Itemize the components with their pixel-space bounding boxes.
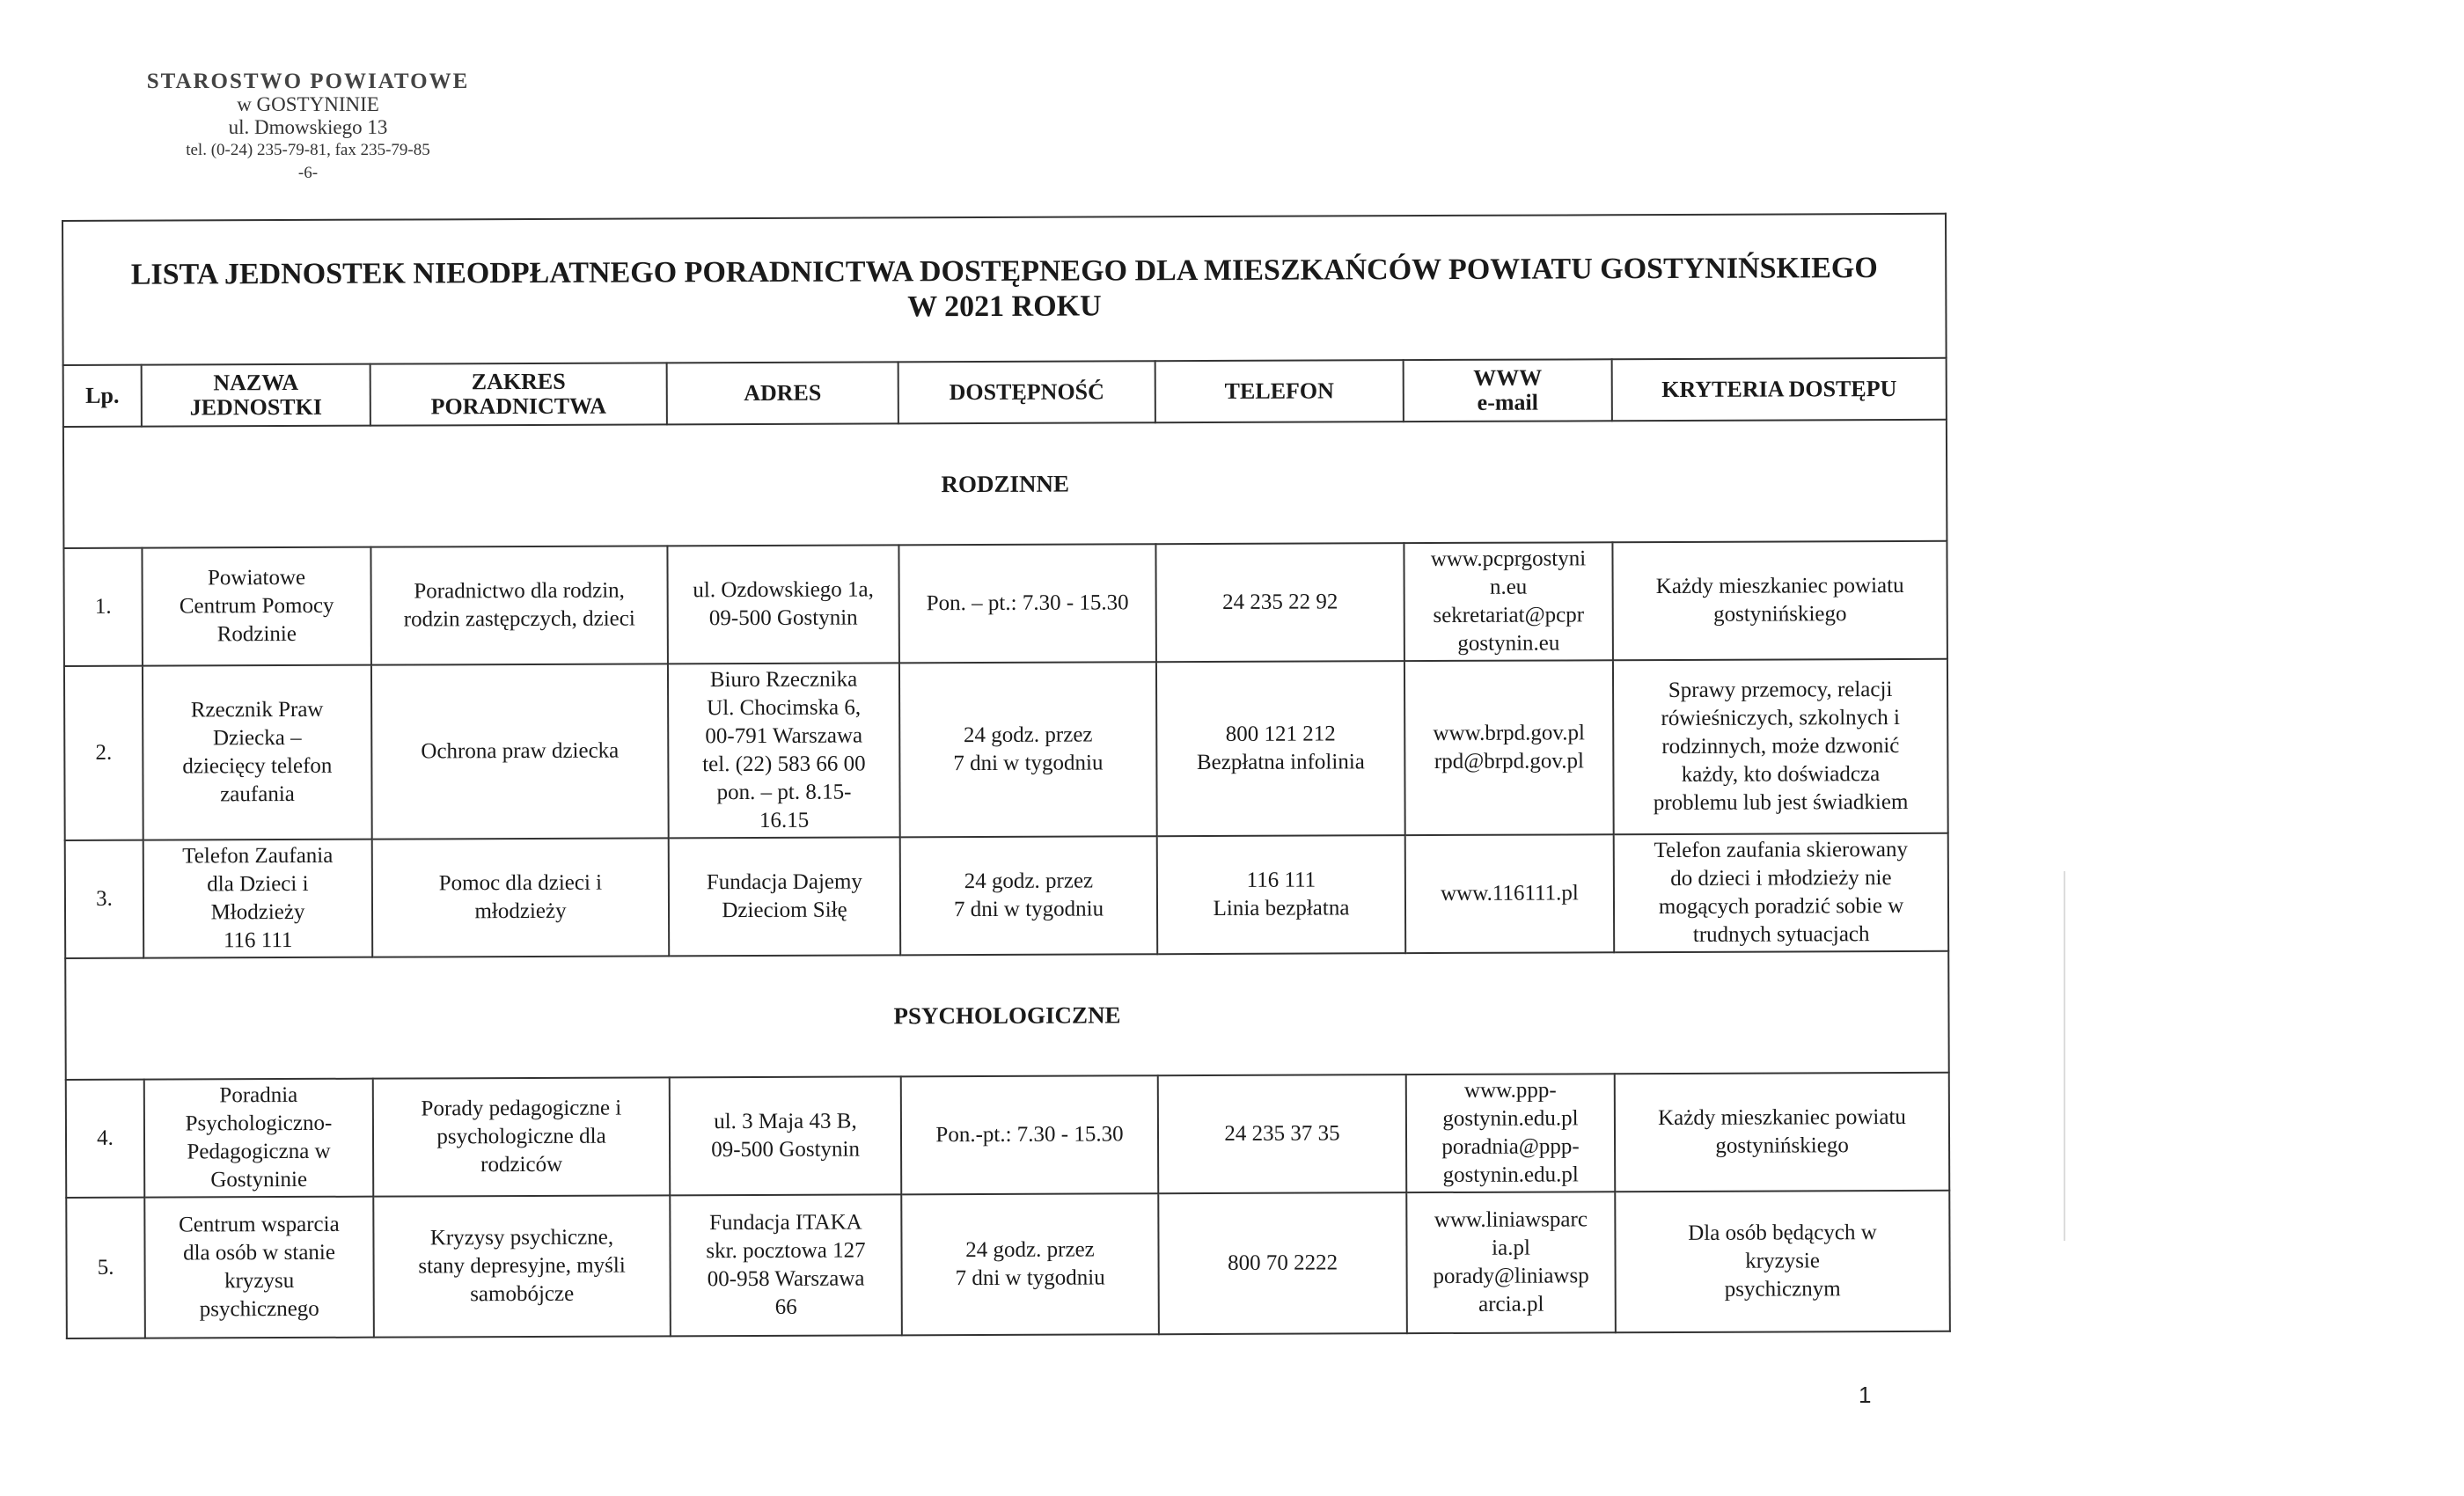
title-row: [62, 214, 1947, 365]
row-lp: 4.: [66, 1080, 145, 1198]
section-row-rodzinne: [63, 420, 1947, 548]
row-kryteria: Telefon zaufania skierowany do dzieci i młodzieży nie mogących poradzić sobie w trudnych sytuacjach: [1614, 833, 1949, 952]
section-title: RODZINNE: [63, 420, 1947, 548]
table-row: [66, 1191, 1950, 1338]
row-telefon: 116 111 Linia bezpłatna: [1157, 835, 1406, 954]
header-zakres: ZAKRES PORADNICTWA: [370, 363, 667, 425]
header-www: WWW e-mail: [1404, 359, 1612, 422]
row-kryteria: Każdy mieszkaniec powiatu gostynińskiego: [1612, 541, 1947, 660]
row-lp: 3.: [65, 840, 144, 958]
row-nazwa: Centrum wsparcia dla osób w stanie kryzysu psychicznego: [144, 1197, 374, 1338]
row-adres: Fundacja Dajemy Dzieciom Siłę: [669, 837, 901, 956]
document-title: [62, 214, 1947, 365]
row-dostepnosc: Pon.-pt.: 7.30 - 15.30: [901, 1075, 1159, 1194]
row-zakres: Ochrona praw dziecka: [371, 664, 669, 839]
row-nazwa: Powiatowe Centrum Pomocy Rodzinie: [142, 547, 371, 666]
stamp-street: ul. Dmowskiego 13: [228, 116, 388, 138]
row-nazwa: Rzecznik Praw Dziecka – dziecięcy telefon zaufania: [143, 665, 372, 840]
row-zakres: Poradnictwo dla rodzin, rodzin zastępczych, dzieci: [370, 546, 668, 664]
scan-artifact-line: [2064, 871, 2065, 1241]
row-dostepnosc: 24 godz. przez 7 dni w tygodniu: [900, 836, 1158, 955]
row-dostepnosc: 24 godz. przez 7 dni w tygodniu: [899, 662, 1157, 837]
stamp-page-ref: -6-: [297, 164, 319, 182]
office-stamp: [123, 70, 493, 185]
section-row-psychologiczne: [65, 951, 1949, 1080]
header-dostepnosc: DOSTĘPNOŚĆ: [898, 361, 1155, 423]
row-telefon: 800 121 212 Bezpłatna infolinia: [1156, 661, 1405, 836]
row-lp: 2.: [64, 666, 143, 840]
row-adres: ul. Ozdowskiego 1a, 09-500 Gostynin: [667, 545, 899, 664]
row-telefon: 24 235 37 35: [1158, 1074, 1407, 1193]
row-adres: Fundacja ITAKA skr. pocztowa 127 00-958 Warszawa 66: [670, 1194, 902, 1336]
row-zakres: Kryzysy psychiczne, stany depresyjne, myśli samobójcze: [373, 1195, 671, 1337]
section-title: PSYCHOLOGICZNE: [65, 951, 1949, 1080]
row-www: www.liniawsparc ia.pl porady@liniawsp arcia.pl: [1406, 1192, 1616, 1333]
row-www: www.brpd.gov.pl rpd@brpd.gov.pl: [1404, 660, 1614, 835]
header-lp: Lp.: [63, 365, 142, 427]
row-kryteria: Dla osób będących w kryzysie psychicznym: [1615, 1191, 1950, 1332]
row-nazwa: Telefon Zaufania dla Dzieci i Młodzieży 116 111: [143, 840, 373, 958]
row-www: www.ppp- gostynin.edu.pl poradnia@ppp- gostynin.edu.pl: [1406, 1074, 1616, 1192]
row-kryteria: Sprawy przemocy, relacji rówieśniczych, szkolnych i rodzinnych, może dzwonić każdy, kto doświadcza problemu lub jest świadkiem: [1613, 659, 1948, 834]
document-frame: [62, 213, 1949, 1322]
header-telefon: TELEFON: [1155, 360, 1404, 422]
row-adres: ul. 3 Maja 43 B, 09-500 Gostynin: [670, 1076, 902, 1195]
page-number: 1: [1859, 1382, 1872, 1408]
title-line-1: LISTA JEDNOSTEK NIEODPŁATNEGO PORADNICTWA DOSTĘPNEGO DLA MIESZKAŃCÓW POWIATU GOSTYNIŃSKIEGO: [130, 252, 1878, 291]
header-adres: ADRES: [667, 362, 898, 424]
row-www: www.pcprgostyni n.eu sekretariat@pcpr gostynin.eu: [1404, 542, 1613, 661]
stamp-office-name: STAROSTWO POWIATOWE: [146, 70, 470, 93]
row-www: www.116111.pl: [1405, 834, 1615, 953]
row-dostepnosc: Pon. – pt.: 7.30 - 15.30: [898, 544, 1156, 663]
row-nazwa: Poradnia Psychologiczno- Pedagogiczna w Gostyninie: [144, 1079, 374, 1198]
row-telefon: 24 235 22 92: [1155, 543, 1404, 662]
stamp-phone: tel. (0-24) 235-79-81, fax 235-79-85: [186, 141, 430, 159]
row-telefon: 800 70 2222: [1158, 1192, 1407, 1334]
header-kryteria: KRYTERIA DOSTĘPU: [1612, 358, 1947, 421]
table-row: [66, 1073, 1950, 1198]
row-zakres: Pomoc dla dzieci i młodzieży: [372, 838, 670, 957]
row-zakres: Porady pedagogiczne i psychologiczne dla rodziców: [373, 1077, 671, 1196]
table-row: [64, 659, 1948, 840]
table-row: [65, 833, 1949, 958]
services-table: [62, 213, 1951, 1339]
row-lp: 1.: [63, 548, 143, 666]
row-lp: 5.: [66, 1198, 145, 1338]
header-nazwa: NAZWA JEDNOSTKI: [142, 364, 370, 427]
table-row: [63, 541, 1947, 666]
row-adres: Biuro Rzecznika Ul. Chocimska 6, 00-791 Warszawa tel. (22) 583 66 00 pon. – pt. 8.15- 16.15: [668, 663, 900, 838]
title-line-2: W 2021 ROKU: [907, 290, 1102, 324]
header-row: [63, 358, 1947, 427]
stamp-city: w GOSTYNINIE: [237, 93, 379, 115]
row-dostepnosc: 24 godz. przez 7 dni w tygodniu: [901, 1193, 1159, 1335]
row-kryteria: Każdy mieszkaniec powiatu gostynińskiego: [1615, 1073, 1950, 1192]
